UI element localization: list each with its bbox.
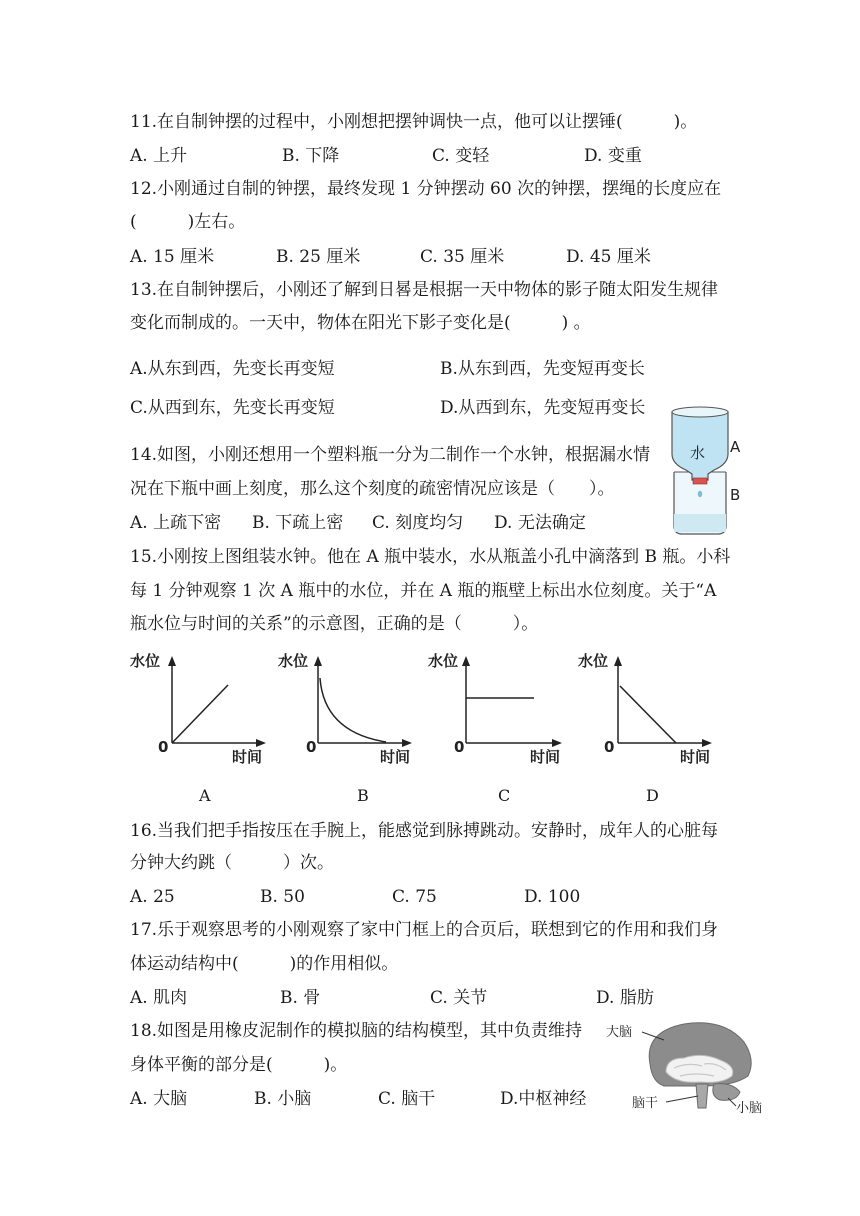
q12-option-a: A. 15 厘米 xyxy=(130,247,215,267)
svg-text:时间: 时间 xyxy=(232,748,263,766)
q13-option-d: D.从西到东，先变短再变长 xyxy=(440,398,646,418)
q16-option-d: D. 100 xyxy=(524,887,581,907)
q16-stem-line1: 16.当我们把手指按压在手腕上，能感觉到脉搏跳动。安静时，成年人的心脏每 xyxy=(130,821,719,841)
q13-stem-line2: 变化而制成的。一天中，物体在阳光下影子变化是( ) 。 xyxy=(130,313,591,333)
svg-text:水位: 水位 xyxy=(278,652,309,670)
water-label: 水 xyxy=(690,444,706,462)
q14-stem-line1: 14.如图，小刚还想用一个塑料瓶一分为二制作一个水钟，根据漏水情 xyxy=(130,445,651,465)
q17-option-a: A. 肌肉 xyxy=(130,988,188,1008)
q11-stem: 11.在自制钟摆的过程中，小刚想把摆钟调快一点，他可以让摆锤( )。 xyxy=(130,112,698,132)
graph-caption-b: B xyxy=(357,786,369,805)
q11-option-a: A. 上升 xyxy=(130,146,188,166)
q12-option-d: D. 45 厘米 xyxy=(566,247,651,267)
q17-option-b: B. 骨 xyxy=(280,988,321,1008)
q17-stem-line1: 17.乐于观察思考的小刚观察了家中门框上的合页后，联想到它的作用和我们身 xyxy=(130,920,719,940)
svg-text:水位: 水位 xyxy=(130,652,161,670)
q14-option-a: A. 上疏下密 xyxy=(130,513,222,533)
q12-option-b: B. 25 厘米 xyxy=(276,247,361,267)
q15-stem-line2: 每 1 分钟观察 1 次 A 瓶中的水位，并在 A 瓶的瓶壁上标出水位刻度。关于“A xyxy=(130,581,717,601)
q15-stem-line3: 瓶水位与时间的关系”的示意图，正确的是（ ）。 xyxy=(130,614,539,634)
q18-option-c: C. 脑干 xyxy=(378,1089,436,1109)
q17-option-d: D. 脂肪 xyxy=(596,988,654,1008)
graph-caption-d: D xyxy=(646,786,659,805)
q18-stem-line1: 18.如图是用橡皮泥制作的模拟脑的结构模型，其中负责维持 xyxy=(130,1021,583,1041)
q16-option-a: A. 25 xyxy=(130,887,175,907)
svg-text:0: 0 xyxy=(158,738,169,756)
svg-text:水位: 水位 xyxy=(428,652,459,670)
brain-model-figure xyxy=(604,1012,776,1122)
q11-option-c: C. 变轻 xyxy=(432,146,490,166)
series-line-d xyxy=(620,686,676,743)
svg-text:0: 0 xyxy=(604,738,615,756)
label-a: A xyxy=(730,438,741,456)
cerebellum-label: 小脑 xyxy=(736,1101,763,1116)
svg-text:时间: 时间 xyxy=(680,748,711,766)
brainstem-label: 脑干 xyxy=(632,1096,659,1111)
q12-stem-line2: ( )左右。 xyxy=(130,212,246,232)
svg-text:时间: 时间 xyxy=(530,748,561,766)
q11-option-d: D. 变重 xyxy=(584,146,642,166)
graph-caption-a: A xyxy=(199,786,211,805)
q17-option-c: C. 关节 xyxy=(430,988,488,1008)
q12-option-c: C. 35 厘米 xyxy=(420,247,505,267)
q13-stem-line1: 13.在自制钟摆后，小刚还了解到日晷是根据一天中物体的影子随太阳发生规律 xyxy=(130,280,719,300)
q15-graph-b xyxy=(276,648,416,772)
q14-option-d: D. 无法确定 xyxy=(494,513,586,533)
q18-option-a: A. 大脑 xyxy=(130,1089,188,1109)
cerebrum-label: 大脑 xyxy=(606,1025,633,1040)
q15-graph-c xyxy=(426,648,566,772)
q18-stem-line2: 身体平衡的部分是( )。 xyxy=(130,1055,348,1075)
q11-option-b: B. 下降 xyxy=(282,146,340,166)
series-curve-b xyxy=(320,678,386,742)
q16-option-c: C. 75 xyxy=(392,887,437,907)
q14-stem-line2: 况在下瓶中画上刻度，那么这个刻度的疏密情况应该是（ ）。 xyxy=(130,479,615,499)
svg-text:水位: 水位 xyxy=(578,652,609,670)
q14-option-c: C. 刻度均匀 xyxy=(372,513,464,533)
q14-option-b: B. 下疏上密 xyxy=(252,513,344,533)
q13-option-c: C.从西到东，先变长再变短 xyxy=(130,398,335,418)
water-clock-figure xyxy=(664,402,746,538)
cerebellum-shape xyxy=(713,1084,740,1101)
q16-stem-line2: 分钟大约跳（ ）次。 xyxy=(130,853,334,873)
q16-option-b: B. 50 xyxy=(260,887,305,907)
q12-stem-line1: 12.小刚通过自制的钟摆，最终发现 1 分钟摆动 60 次的钟摆，摆绳的长度应在 xyxy=(130,179,722,199)
q15-stem-line1: 15.小刚按上图组装水钟。他在 A 瓶中装水，水从瓶盖小孔中滴落到 B 瓶。小科 xyxy=(130,547,731,567)
water-drop xyxy=(698,491,702,497)
q18-option-b: B. 小脑 xyxy=(254,1089,312,1109)
q15-graph-d xyxy=(576,648,716,772)
q13-option-a: A.从东到西，先变长再变短 xyxy=(130,359,335,379)
graph-caption-c: C xyxy=(498,786,511,805)
q17-stem-line2: 体运动结构中( )的作用相似。 xyxy=(130,954,399,974)
q18-option-d: D.中枢神经 xyxy=(500,1089,587,1109)
q13-option-b: B.从东到西，先变短再变长 xyxy=(440,359,645,379)
svg-text:0: 0 xyxy=(306,738,317,756)
svg-text:时间: 时间 xyxy=(380,748,411,766)
svg-text:0: 0 xyxy=(454,738,465,756)
q15-graph-a xyxy=(128,648,268,772)
label-b: B xyxy=(730,486,741,504)
series-line-a xyxy=(172,685,228,743)
